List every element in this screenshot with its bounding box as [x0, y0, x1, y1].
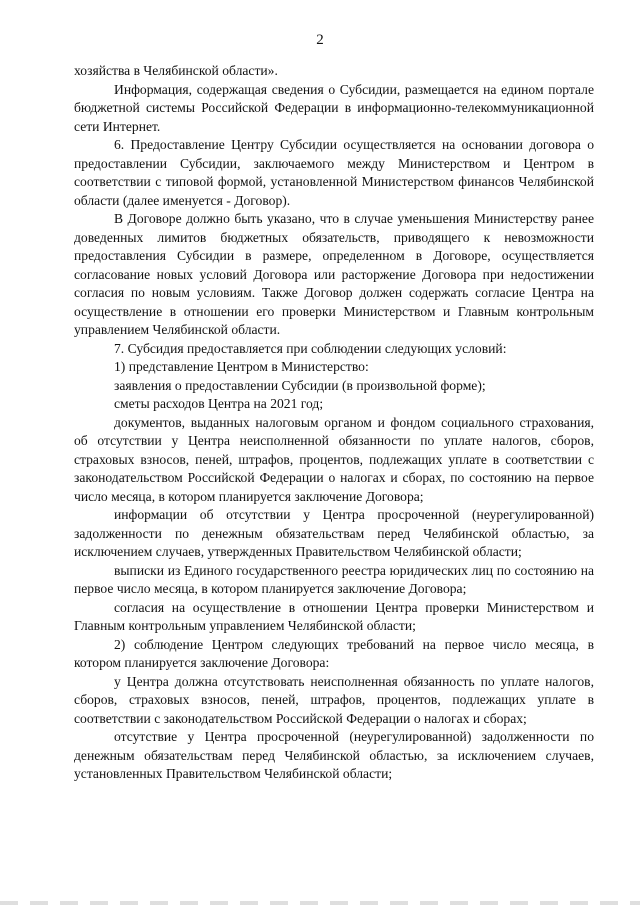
- page-number: 2: [316, 32, 324, 48]
- paragraph: заявления о предоставлении Субсидии (в произвольной форме);: [114, 377, 486, 393]
- paragraph: выписки из Единого государственного реестра юридических лиц по состоянию на первое число месяца, в котором планируется заключение Договора;: [74, 562, 594, 596]
- paragraph: информации об отсутствии у Центра просроченной (неурегулированной) задолженности по денежным обязательствам перед Челябинской областью, за исключением случаев, утвержденных Правительством Челябинской области;: [74, 507, 594, 559]
- paragraph: Информация, содержащая сведения о Субсидии, размещается на едином портале бюджетной системы Российской Федерации в информационно-телекоммуникационной сети Интернет.: [74, 81, 594, 134]
- scan-edge-artifact: [0, 901, 640, 905]
- paragraph: В Договоре должно быть указано, что в случае уменьшения Министерству ранее доведенных лимитов бюджетных обязательств, приводящего к невозможности предоставления Субсидии в размере, определенном в Договоре, осуществляется согласование новых условий Договора или расторжение Договора при недостижении согласия по новым условиям. Также Договор должен содержать согласие Центра на осуществление в отношении его проверки Министерством и Главным контрольным управлением Челябинской области.: [74, 211, 594, 337]
- paragraph: 2) соблюдение Центром следующих требований на первое число месяца, в котором планируется заключение Договора:: [74, 636, 594, 670]
- paragraph: хозяйства в Челябинской области».: [74, 63, 278, 78]
- paragraph: отсутствие у Центра просроченной (неурегулированной) задолженности по денежным обязательствам перед Челябинской областью, за исключением случаев, установленных Правительством Челябинской области;: [74, 729, 594, 781]
- paragraph: сметы расходов Центра на 2021 год;: [114, 396, 324, 411]
- paragraph: 1) представление Центром в Министерство:: [114, 359, 369, 374]
- paragraph: документов, выданных налоговым органом и фондом социального страхования, об отсутствии у Центра неисполненной обязанности по уплате налогов, сборов, страховых взносов, пеней, штрафов, процентов, подлежащих уплате в соответствии с законодательством Российской Федерации о налогах и сборах, по состоянию на первое число месяца, в котором планируется заключение Договора;: [74, 414, 594, 504]
- paragraph: 6. Предоставление Центру Субсидии осуществляется на основании договора о предоставлении Субсидии, заключаемого между Министерством и Центром в соответствии с типовой формой, установленной Министерством финансов Челябинской области (далее именуется - Договор).: [74, 137, 594, 208]
- paragraph: согласия на осуществление в отношении Центра проверки Министерством и Главным контрольным управлением Челябинской области;: [74, 599, 594, 633]
- document-body: [74, 62, 594, 784]
- paragraph: 7. Субсидия предоставляется при соблюдении следующих условий:: [114, 340, 507, 356]
- paragraph: у Центра должна отсутствовать неисполненная обязанность по уплате налогов, сборов, страховых взносов, пеней, штрафов, процентов, подлежащих уплате в соответствии с законодательством Российской Федерации о налогах и сборах;: [74, 673, 594, 726]
